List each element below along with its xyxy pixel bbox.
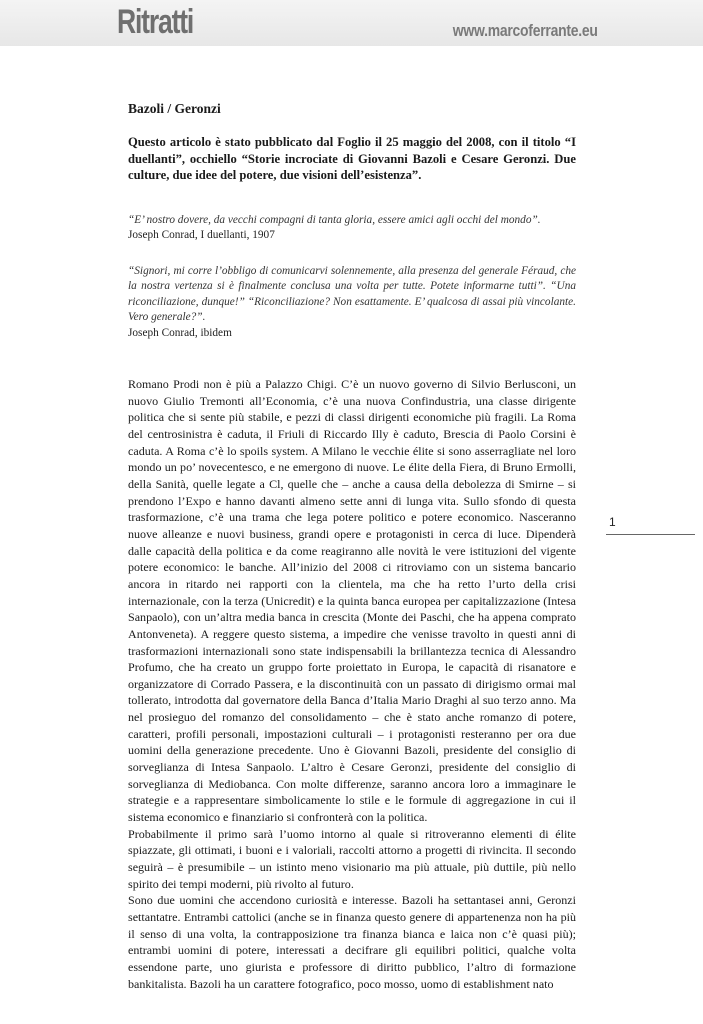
epigraph-author-2: Joseph Conrad, ibidem — [128, 326, 232, 339]
page-header — [0, 0, 703, 46]
article-title: Bazoli / Geronzi — [128, 101, 221, 116]
article-body — [128, 376, 576, 992]
epigraphs — [128, 213, 576, 342]
header-website: www.marcoferrante.eu — [453, 21, 598, 40]
page-number-rule — [606, 534, 695, 535]
body-paragraph-1: Romano Prodi non è più a Palazzo Chigi. C’è un nuovo governo di Silvio Berlusconi, un nuovo Giulio Tremonti all’Economia, c’è una nuova Confindustria, una classe dirigente politica che si sente più stabile, e pezzi di classi dirigenti economiche più fragili. La Roma del centrosinistra è caduta, il Friuli di Riccardo Illy è caduto, Brescia di Paolo Corsini è caduta. A Roma c’è lo spoils system. A Milano le vecchie élite si sono asserragliate nel loro mondo un po’ novecentesco, e ne emergono di nuove. Le élite della Fiera, di Bruno Ermolli, della Sanità, quelle legate a Cl, quelle che – anche a causa della debolezza di Smirne – si prendono l’Expo e hanno davanti almeno sette anni di lunga vita. Sullo sfondo di questa trasformazione, c’è una trama che lega potere politico e potere economico. Nasceranno nuove alleanze e nuovi business, grandi opere e protagonisti in cerca di luce. Dipenderà dalle capacità della politica e da come reagiranno alle novità le vere istituzioni del vigente potere economico: le banche. All’inizio del 2008 ci ritroviamo con un sistema bancario ancora in ritardo nei rapporti con la clientela, ma che ha retto l’urto della crisi internazionale, con la terza (Unicredit) e la quinta banca europea per capitalizzazione (Intesa Sanpaolo), con un’altra media banca in crescita (Monte dei Paschi, che ha appena comprato Antonveneta). A reggere questo sistema, a impedire che venisse travolto in questi anni di trasformazioni internazionali sono state indispensabili la brillantezza tecnica di Alessandro Profumo, che ha creato un gruppo forte proiettato in Europa, le capacità di risanatore e organizzatore di Corrado Passera, e la discontinuità con un passato di dirigismo ormai mal tollerato, introdotta dal governatore della Banca d’Italia Mario Draghi al suo terzo anno. Ma nel prosieguo del romanzo del consolidamento – che è stato anche romanzo di potere, caratteri, profili personali, impostazioni culturali – i protagonisti resteranno per ora due uomini della generazione precedente. Uno è Giovanni Bazoli, presidente del consiglio di sorveglianza di Intesa Sanpaolo. L’altro è Cesare Geronzi, presidente del consiglio di sorveglianza di Mediobanca. Con molte differenze, saranno ancora loro a immaginare le strategie e a rappresentare simbolicamente lo stile e le formule di aggregazione in cui il sistema economico e finanziario si confronterà con la politica. — [128, 377, 576, 825]
epigraph-quote-1: “E’ nostro dovere, da vecchi compagni di tanta gloria, essere amici agli occhi del mondo”. — [128, 213, 541, 226]
epigraph-author-1: Joseph Conrad, I duellanti, 1907 — [128, 229, 275, 241]
article-intro: Questo articolo è stato pubblicato dal Foglio il 25 maggio del 2008, con il titolo “I duellanti”, occhiello “Storie incrociate di Giovanni Bazoli e Cesare Geronzi. Due culture, due idee del potere, due visioni dell’esistenza”. — [128, 135, 576, 182]
body-paragraph-2: Probabilmente il primo sarà l’uomo intorno al quale si ritroveranno elementi di élite spiazzate, gli ottimati, i buoni e i valoriali, raccolti attorno a progetti di rivincita. Il secondo seguirà – è presumibile – un istinto meno visionario ma più attuale, più duttile, più nello spirito dei tempi moderni, più rivolto al futuro. — [128, 826, 576, 891]
epigraph-quote-2: “Signori, mi corre l’obbligo di comunicarvi solennemente, alla presenza del generale Féraud, che la nostra vertenza si è finalmente conclusa una volta per tutte. Potete informarne tutti”. “Una riconciliazione, dunque!” “Riconciliazione? Non esattamente. E’ qualcosa di assai più vincolante. Vero generale?”. — [128, 264, 576, 323]
body-paragraph-3: Sono due uomini che accendono curiosità e interesse. Bazoli ha settantasei anni, Geronzi settantatre. Entrambi cattolici (anche se in finanza questo genere di appartenenza non ha più il senso di una volta, la contrapposizione tra finanza bianca e laica non c’è quasi più); entrambi uomini di potere, interessati a decifrare gli equilibri politici, qualche volta essendone parte, uno giurista e professore di diritto pubblico, l’altro di formazione bankitalista. Bazoli ha un carattere fotografico, poco mosso, uomo di establishment nato — [128, 893, 576, 991]
article-content — [128, 101, 576, 992]
header-brand: Ritratti — [117, 3, 194, 41]
page-number: 1 — [609, 515, 616, 529]
